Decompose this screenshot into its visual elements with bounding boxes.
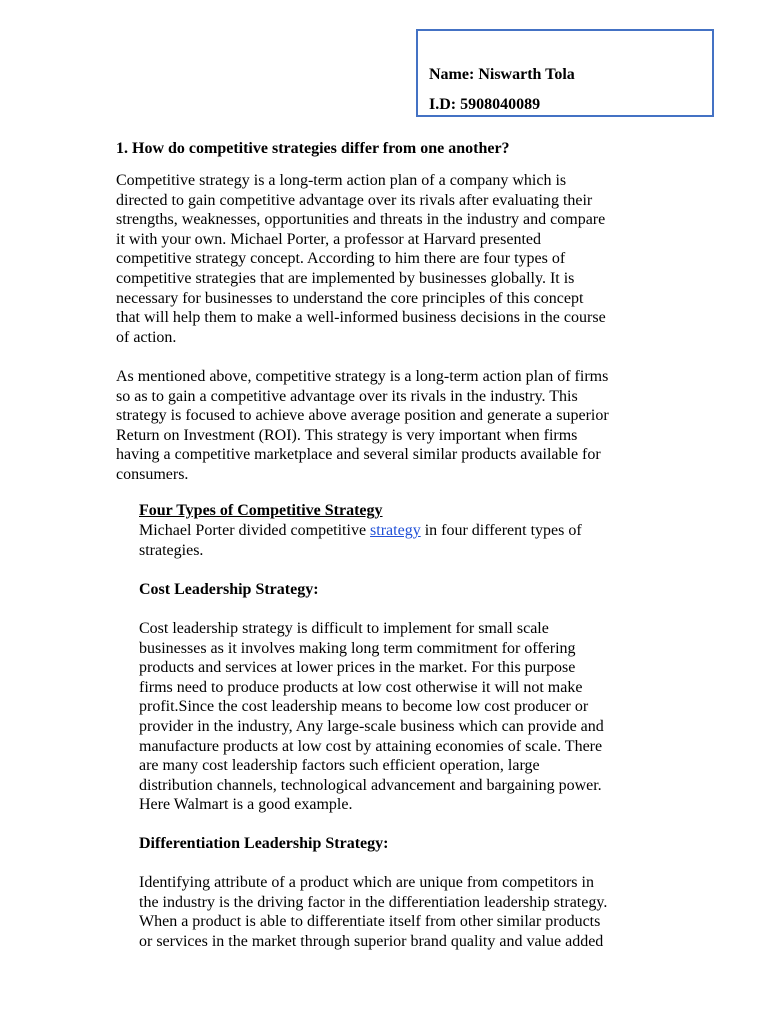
section-title-cost-leadership: Cost Leadership Strategy: [139, 581, 319, 598]
strategy-link[interactable]: strategy [370, 522, 421, 539]
four-types-text-before: Michael Porter divided competitive [139, 522, 371, 539]
paragraph-differentiation: Identifying attribute of a product which are unique from competitors in the industry is the driving factor in the differentiation leadership strategy. When a product is able to differentiate itself from other similar products or services in the market through superior brand quality and value added [139, 874, 608, 950]
paragraph-cost-leadership: Cost leadership strategy is difficult to implement for small scale businesses as it involves making long term commitment for offering products and services at lower prices in the market. For this purpose firms need to produce products at low cost otherwise it will not make profit.Since the cost leadership means to become low cost producer or provider in the industry, Any large-scale business which can provide and manufacture products at low cost by attaining economies of scale. There are many cost leadership factors such efficient operation, large distribution channels, technological advancement and bargaining power. Here Walmart is a good example. [139, 620, 604, 814]
student-id: I.D: 5908040089 [429, 96, 541, 113]
section-title-four-types: Four Types of Competitive Strategy [139, 502, 383, 519]
paragraph-four-types [139, 521, 699, 560]
student-info-box [416, 29, 714, 117]
paragraph-strategy: As mentioned above, competitive strategy is a long-term action plan of firms so as to gain a competitive advantage over its rivals in the industry. This strategy is focused to achieve above average position and generate a superior Return on Investment (ROI). This strategy is very important when firms having a competitive marketplace and several similar products available for consumers. [116, 368, 609, 483]
student-name: Name: Niswarth Tola [429, 66, 575, 83]
four-types-text-after: in four different types of strategies. [139, 522, 582, 559]
paragraph-intro: Competitive strategy is a long-term action plan of a company which is directed to gain competitive advantage over its rivals after evaluating their strengths, weaknesses, opportunities and threats in the industry and compare it with your own. Michael Porter, a professor at Harvard presented competitive strategy concept. According to him there are four types of competitive strategies that are implemented by businesses globally. It is necessary for businesses to understand the core principles of this concept that will help them to make a well-informed business decisions in the course of action. [116, 172, 606, 346]
section-title-differentiation: Differentiation Leadership Strategy: [139, 835, 389, 852]
question-heading: 1. How do competitive strategies differ from one another? [116, 140, 510, 157]
